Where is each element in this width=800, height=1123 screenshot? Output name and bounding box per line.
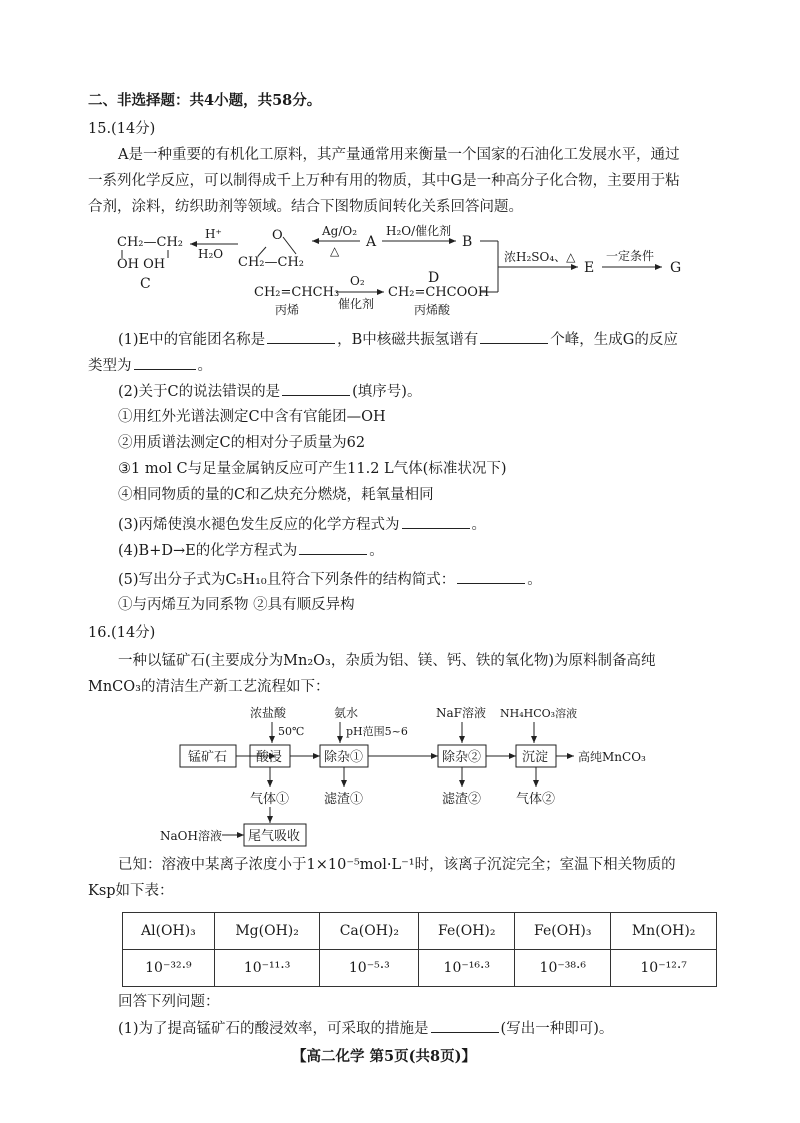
answer-blank[interactable]	[282, 381, 350, 396]
acrylic-name: 丙烯酸	[414, 303, 451, 317]
label-tail-gas: 尾气吸收	[248, 829, 301, 844]
ksp-header-row	[123, 913, 717, 950]
label-product: 高纯MnCO₃	[578, 750, 646, 764]
arrow-gas1-tail-head	[267, 816, 273, 823]
arrow-residue2-out-head	[459, 780, 465, 787]
epoxide-bottom: CH₂—CH₂	[238, 255, 304, 270]
q15-sub2-option4: ④相同物质的量的C和乙炔充分燃烧，耗氧量相同	[118, 487, 434, 503]
label-precip: 沉淀	[522, 750, 549, 765]
arrow-purify1-purify2-head	[431, 753, 438, 759]
label-naf: NaF溶液	[436, 706, 486, 720]
q15-sub5: (5)写出分子式为C₅H₁₀且符合下列条件的结构简式： 。	[118, 569, 542, 590]
q15-sub2-option1: ①用红外光谱法测定C中含有官能团—OH	[118, 409, 386, 425]
arrow-precip-product-head	[567, 753, 574, 759]
label-naoh: NaOH溶液	[160, 829, 222, 843]
ksp-value-cell: 10⁻¹²·⁷	[611, 950, 717, 987]
ksp-header-cell: Fe(OH)₃	[515, 913, 611, 950]
arrow-residue1-out-head	[341, 780, 347, 787]
e-label: E	[584, 260, 595, 276]
arrow1-top: H⁺	[205, 227, 222, 241]
q16-sub1: (1)为了提高锰矿石的酸浸效率，可采取的措施是 (写出一种即可)。	[118, 1018, 613, 1039]
answer-blank[interactable]	[299, 540, 367, 555]
label-purify1: 除杂①	[324, 750, 364, 765]
ksp-header-cell: Mg(OH)₂	[214, 913, 320, 950]
epoxide-o: O	[272, 228, 283, 243]
label-nh4hco3: NH₄HCO₃溶液	[500, 707, 578, 720]
answer-blank[interactable]	[457, 569, 525, 584]
label-gas2: 气体②	[516, 792, 556, 807]
b-label: B	[462, 234, 473, 250]
label-purify2: 除杂②	[442, 750, 482, 765]
arrow-acid-in-head	[269, 736, 275, 743]
arrow2-head	[312, 238, 319, 244]
label-acid-temp: 50℃	[278, 725, 305, 738]
label-residue2: 滤渣②	[442, 792, 482, 807]
q15-intro-line2: 一系列化学反应，可以制得成千上万种有用的物质，其中G是一种高分子化合物，主要用于粘	[88, 173, 680, 189]
arrow3-head	[449, 238, 456, 244]
label-ph: pH范围5~6	[346, 725, 408, 738]
arrow-gas1-out-head	[267, 780, 273, 787]
arrow1-bottom: H₂O	[198, 247, 224, 261]
label-acid-leach: 酸浸	[256, 750, 283, 765]
ksp-value-cell: 10⁻¹¹·³	[214, 950, 320, 987]
label-ore: 锰矿石	[188, 750, 228, 765]
q15-sub2-option2: ②用质谱法测定C的相对分子质量为62	[118, 435, 366, 451]
propene-name: 丙烯	[275, 303, 300, 317]
arrow2-top: Ag/O₂	[322, 224, 358, 238]
process-flow-diagram	[150, 703, 670, 848]
arrow2-bottom: △	[330, 244, 340, 258]
answer-blank[interactable]	[402, 514, 470, 529]
ksp-table	[122, 912, 717, 987]
arrow-naoh-in-head	[237, 832, 244, 838]
propene-formula: CH₂=CHCH₃	[254, 285, 340, 300]
arrow4-head	[377, 289, 384, 295]
label-acid-reagent: 浓盐酸	[250, 706, 287, 720]
page-footer: 【高二化学 第5页(共8页)】	[292, 1048, 476, 1065]
q15-sub4: (4)B+D→E的化学方程式为 。	[118, 540, 384, 561]
c-structure-bottom: OH OH	[117, 257, 166, 272]
ksp-value-row	[123, 950, 717, 987]
q16-known-line2: Ksp如下表：	[88, 883, 174, 899]
arrow-purify2-precip-head	[509, 753, 516, 759]
q16-intro-line1: 一种以锰矿石(主要成分为Mn₂O₃，杂质为铝、镁、钙、铁的氧化物)为原料制备高纯	[118, 653, 656, 669]
label-residue1: 滤渣①	[324, 792, 364, 807]
arrow-acid-purify1-head	[313, 753, 320, 759]
ksp-header-cell: Fe(OH)₂	[419, 913, 515, 950]
q15-sub5-conditions: ①与丙烯互为同系物 ②具有顺反异构	[118, 597, 355, 613]
arrow5-head	[571, 264, 578, 270]
label-ammonia: 氨水	[334, 706, 359, 720]
q15-sub2: (2)关于C的说法错误的是 (填序号)。	[118, 381, 421, 402]
reaction-scheme	[100, 222, 700, 322]
answer-blank[interactable]	[267, 329, 335, 344]
ksp-value-cell: 10⁻³²·⁹	[123, 950, 215, 987]
q15-intro-line3: 合剂，涂料，纺织助剂等领域。结合下图物质间转化关系回答问题。	[88, 199, 523, 215]
arrow-ammonia-in-head	[337, 736, 343, 743]
arrow-gas2-out-head	[533, 780, 539, 787]
g-label: G	[670, 260, 682, 276]
arrow5-top: 浓H₂SO₄、△	[504, 250, 576, 264]
ksp-value-cell: 10⁻¹⁶·³	[419, 950, 515, 987]
ksp-header-cell: Al(OH)₃	[123, 913, 215, 950]
q16-number: 16.(14分)	[88, 625, 156, 641]
arrow-naf-in-head	[459, 736, 465, 743]
arrow6-top: 一定条件	[606, 249, 655, 263]
q15-intro-line1: A是一种重要的有机化工原料，其产量通常用来衡量一个国家的石油化工发展水平，通过	[118, 147, 680, 163]
section-heading: 二、非选择题：共4小题，共58分。	[88, 92, 322, 109]
answer-blank[interactable]	[134, 355, 196, 370]
ksp-header-cell: Ca(OH)₂	[320, 913, 419, 950]
ksp-value-cell: 10⁻³⁸·⁶	[515, 950, 611, 987]
arrow4-bottom: 催化剂	[338, 297, 375, 311]
label-gas1: 气体①	[250, 792, 290, 807]
d-label: D	[428, 270, 440, 286]
q15-number: 15.(14分)	[88, 121, 156, 137]
epoxide-bond-right	[283, 237, 296, 254]
q15-sub3: (3)丙烯使溴水褪色发生反应的化学方程式为 。	[118, 514, 486, 535]
a-label: A	[366, 234, 377, 250]
arrow1-head	[190, 241, 197, 247]
q16-answer-prompt: 回答下列问题：	[118, 994, 220, 1010]
q16-known-line1: 已知：溶液中某离子浓度小于1×10⁻⁵mol·L⁻¹时，该离子沉淀完全；室温下相关物质的	[118, 857, 676, 873]
ksp-header-cell: Mn(OH)₂	[611, 913, 717, 950]
acrylic-formula: CH₂=CHCOOH	[388, 285, 490, 300]
arrow-nh4hco3-in-head	[531, 736, 537, 743]
answer-blank[interactable]	[480, 329, 548, 344]
ksp-value-cell: 10⁻⁵·³	[320, 950, 419, 987]
q15-sub1-line2: 类型为 。	[88, 355, 212, 376]
answer-blank[interactable]	[431, 1018, 499, 1033]
c-structure-top: CH₂—CH₂	[117, 235, 183, 250]
arrow3-top: H₂O/催化剂	[386, 224, 452, 238]
q15-sub2-option3: ③1 mol C与足量金属钠反应可产生11.2 L气体(标准状况下)	[118, 461, 507, 477]
arrow4-top: O₂	[350, 274, 365, 288]
q16-intro-line2: MnCO₃的清洁生产新工艺流程如下：	[88, 679, 330, 695]
c-label: C	[140, 276, 151, 292]
arrow6-head	[655, 264, 662, 270]
q15-sub1-line1: (1)E中的官能团名称是 ，B中核磁共振氢谱有 个峰，生成G的反应	[118, 329, 678, 350]
